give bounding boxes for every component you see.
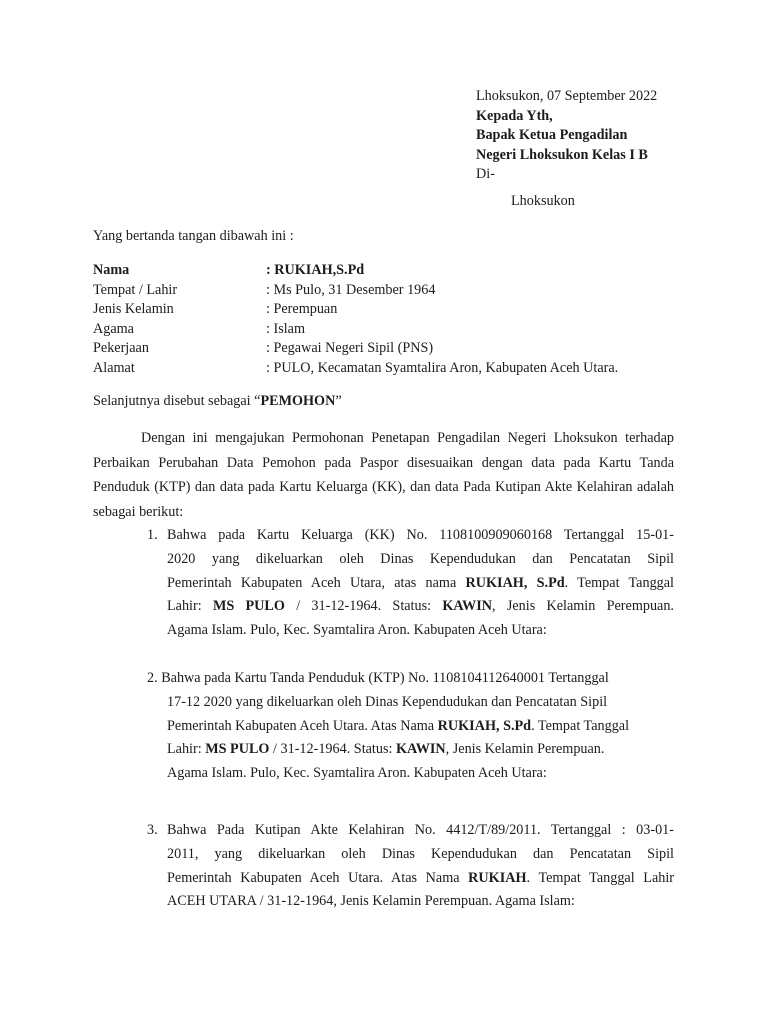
recipient-line-1: Bapak Ketua Pengadilan [476,127,628,143]
identity-value: : Ms Pulo, 31 Desember 1964 [266,281,436,298]
recipient-line-2: Negeri Lhoksukon Kelas I B [476,146,648,163]
item-number: 2. [147,670,158,686]
identity-value: : PULO, Kecamatan Syamtalira Aron, Kabupaten Aceh Utara. [266,359,619,376]
intro-text: Yang bertanda tangan dibawah ini : [93,228,294,244]
identity-value: : Pegawai Negeri Sipil (PNS) [266,340,434,356]
list-item: 2. Bahwa pada Kartu Tanda Penduduk (KTP) No. 1108104112640001 Tertanggal 17-12 2020 yang dikeluarkan oleh Dinas Kependudukan dan Pencatatan Sipil Pemerintah Kabupaten Aceh Utara. Atas Nama RUKIAH, S.Pd. Tempat Tanggal Lahir: MS PULO / 31-12-1964. Status: KAWIN, Jenis Kelamin Perempuan. Agama Islam. Pulo, Kec. Syamtalira Aron. Kabupaten Aceh Utara: [147,670,630,782]
pemohon-line: Selanjutnya disebut sebagai “PEMOHON” [93,393,342,409]
item-number: 1. [147,527,158,543]
identity-label: Alamat [93,359,135,376]
recipient-block [476,87,657,185]
item-number: 3. [147,822,158,838]
identity-label: Nama [93,262,130,278]
identity-value: : Islam [266,320,306,337]
main-paragraph: Dengan ini mengajukan Permohonan Penetapan Pengadilan Negeri Lhoksukon terhadap Perbaikan Perubahan Data Pemohon pada Paspor disesuaikan dengan data pada Kartu Tanda Penduduk (KTP) dan data pada Kartu Keluarga (KK), dan data Pada Kutipan Akte Kelahiran adalah sebagai berikut: [93,430,674,520]
list-item: 3. Bahwa Pada Kutipan Akte Kelahiran No. 4412/T/89/2011. Tertanggal : 03-01- 2011, yang dikeluarkan oleh Dinas Kependudukan dan Pencatatan Sipil Pemerintah Kabupaten Aceh Utara. Atas Nama RUKIAH. Tempat Tanggal Lahir ACEH UTARA / 31-12-1964, Jenis Kelamin Perempuan. Agama Islam: [147,822,675,910]
identity-label: Jenis Kelamin [93,301,174,317]
list-item: 1. Bahwa pada Kartu Keluarga (KK) No. 1108100909060168 Tertanggal 15-01- 2020 yang dikeluarkan oleh Dinas Kependudukan dan Pencatatan Sipil Pemerintah Kabupaten Aceh Utara, atas nama RUKIAH, S.Pd. Tempat Tanggal Lahir: MS PULO / 31-12-1964. Status: KAWIN, Jenis Kelamin Perempuan. Agama Islam. Pulo, Kec. Syamtalira Aron. Kabupaten Aceh Utara: [147,527,674,639]
identity-label: Tempat / Lahir [93,281,178,298]
to-line: Kepada Yth, [476,107,553,124]
di-line: Di- [476,166,495,182]
place-line: Lhoksukon [511,193,575,209]
identity-label: Pekerjaan [93,340,149,356]
identity-label: Agama [93,320,134,337]
date-line: Lhoksukon, 07 September 2022 [476,88,658,104]
identity-value: : RUKIAH,S.Pd [266,262,365,278]
identity-value: : Perempuan [266,301,338,317]
